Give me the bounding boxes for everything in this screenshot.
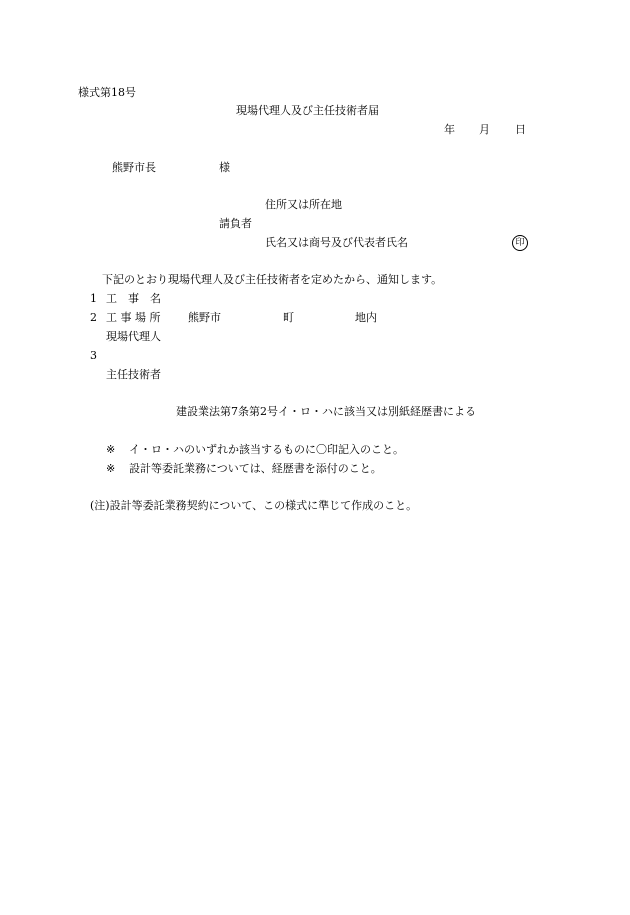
addressee-honorific: 様 [219,161,230,174]
item-1-label: 工 事 名 [106,292,161,305]
item-2-town: 町 [283,311,294,324]
note-1-mark: ※ [106,443,116,456]
contractor-address-label: 住所又は所在地 [265,198,342,211]
item-3-label-agent: 現場代理人 [106,330,161,343]
form-title: 現場代理人及び主任技術者届 [236,104,379,117]
note-2-mark: ※ [106,462,116,475]
note-2-text: 設計等委託業務については、経歴書を添付のこと。 [129,462,382,475]
footnote-text: (注)設計等委託業務契約について、この様式に準じて作成のこと。 [90,499,418,512]
item-2-area: 地内 [355,311,377,324]
item-3-number: 3 [90,349,97,362]
contractor-name-label: 氏名又は商号及び代表者氏名 [265,236,408,249]
intro-text: 下記のとおり現場代理人及び主任技術者を定めたから、通知します。 [102,273,443,286]
date-day: 日 [515,123,526,136]
item-1-number: 1 [90,292,97,305]
contractor-label: 請負者 [219,217,252,230]
item-2-city: 熊野市 [188,311,221,324]
addressee-name: 熊野市長 [112,161,156,174]
item-3-label-engineer: 主任技術者 [106,368,161,381]
note-1-text: イ・ロ・ハのいずれか該当するものに〇印記入のこと。 [129,443,404,456]
item-2-number: 2 [90,311,97,324]
date-month: 月 [479,123,490,136]
seal-mark: 印 [512,235,528,251]
item-2-label: 工 事 場 所 [106,311,161,324]
date-year: 年 [444,123,455,136]
form-number: 様式第18号 [78,86,136,99]
construction-law-text: 建設業法第7条第2号イ・ロ・ハに該当又は別紙経歴書による [176,405,476,418]
